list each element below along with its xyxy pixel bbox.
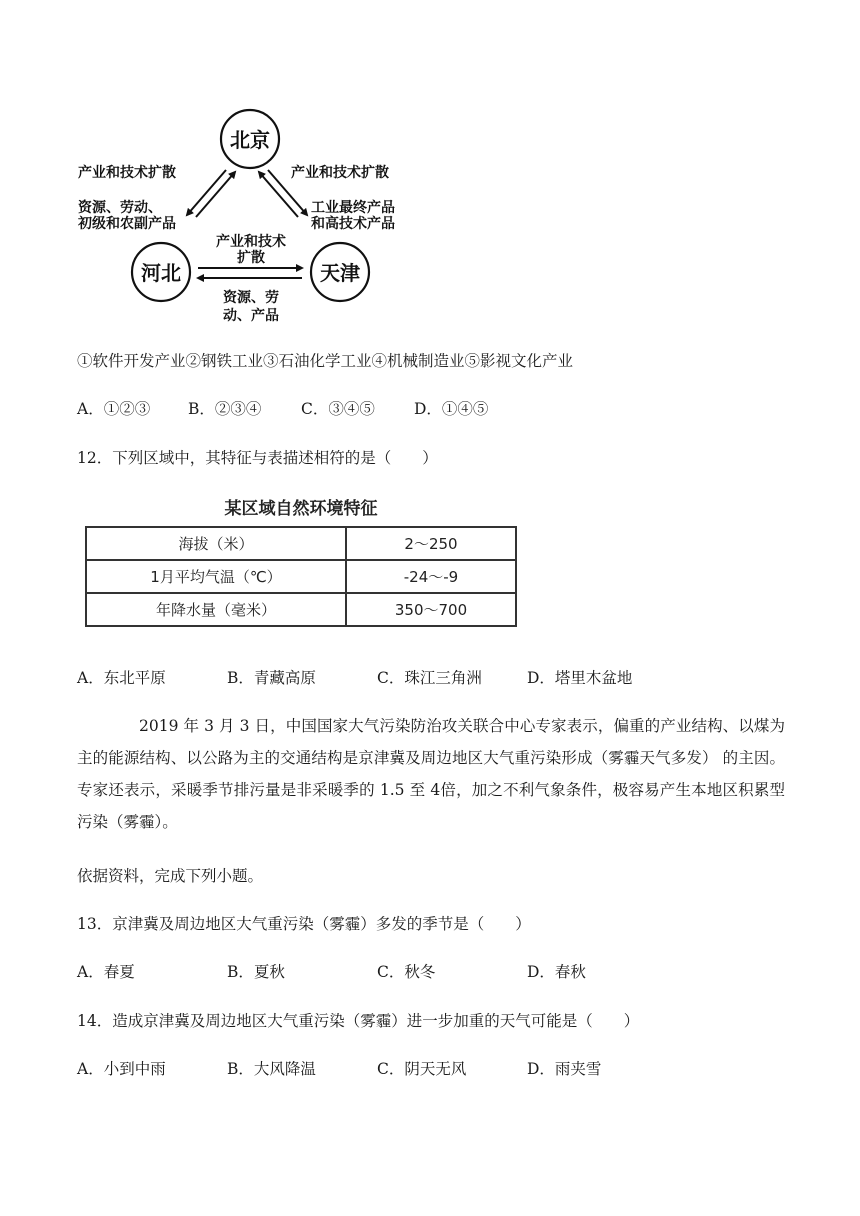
q11-option-a: A．①②③ <box>77 400 151 418</box>
q14-option-d: D．雨夹雪 <box>527 1060 602 1078</box>
label-left-top: 产业和技术扩散 <box>78 165 176 181</box>
label-middle-bottom-2: 动、产品 <box>223 308 279 324</box>
table-row <box>86 560 516 593</box>
beijing-label: 北京 <box>230 128 270 152</box>
tianjin-label: 天津 <box>320 261 360 285</box>
q11-option-c: C．③④⑤ <box>301 400 375 418</box>
table-row <box>86 527 516 560</box>
table-cell: 350～700 <box>346 593 516 626</box>
regional-flow-diagram <box>70 100 420 330</box>
q13-option-c: C．秋冬 <box>377 963 436 981</box>
q12-option-a: A．东北平原 <box>77 669 166 687</box>
q11-option-d: D．①④⑤ <box>414 400 489 418</box>
arrow-beijing-to-hebei <box>187 170 226 215</box>
q13-option-d: D．春秋 <box>527 963 586 981</box>
label-left-bottom-1: 资源、劳动、 <box>78 200 162 216</box>
table-title: 某区域自然环境特征 <box>224 499 378 519</box>
q12-option-b: B．青藏高原 <box>227 669 316 687</box>
q12-stem: 12．下列区域中，其特征与表描述相符的是（ ） <box>77 449 438 467</box>
hebei-label: 河北 <box>141 261 181 285</box>
label-left-bottom-2: 初级和农副产品 <box>78 216 176 232</box>
q14-option-b: B．大风降温 <box>227 1060 316 1078</box>
q13-option-b: B．夏秋 <box>227 963 285 981</box>
q11-option-b: B．②③④ <box>188 400 262 418</box>
label-right-bottom-1: 工业最终产品 <box>311 200 395 216</box>
q11-items: ①软件开发产业②钢铁工业③石油化学工业④机械制造业⑤影视文化产业 <box>77 352 574 370</box>
q14-option-c: C．阴天无风 <box>377 1060 467 1078</box>
label-middle-top-1: 产业和技术 <box>216 234 286 250</box>
table-cell: 2～250 <box>346 527 516 560</box>
q13-option-a: A．春夏 <box>77 963 135 981</box>
material-text: 2019 年 3 月 3 日，中国国家大气污染防治攻关联合中心专家表示，偏重的产业结构、以煤为主的能源结构、以公路为主的交通结构是京津冀及周边地区大气重污染形成（雾霾天气多发） 的主因。专家还表示，采暖季节排污量是非采暖季的 1.5 至 4倍，加之不利气象条件，极容易产生本地区积累型污染（雾霾）。 <box>77 717 785 831</box>
label-middle-bottom-1: 资源、劳 <box>223 290 279 306</box>
table-cell: 1月平均气温（℃） <box>86 560 346 593</box>
material-instruction: 依据资料，完成下列小题。 <box>77 867 264 885</box>
environment-table <box>85 526 517 627</box>
q12-option-d: D．塔里木盆地 <box>527 669 633 687</box>
q12-option-c: C．珠江三角洲 <box>377 669 482 687</box>
material-paragraph <box>77 710 785 838</box>
q13-stem: 13．京津冀及周边地区大气重污染（雾霾）多发的季节是（ ） <box>77 915 531 933</box>
table-cell: 海拔（米） <box>86 527 346 560</box>
label-right-bottom-2: 和高技术产品 <box>311 216 395 232</box>
q14-option-a: A．小到中雨 <box>77 1060 166 1078</box>
arrow-hebei-to-beijing <box>196 172 235 217</box>
table-cell: -24～-9 <box>346 560 516 593</box>
q14-stem: 14．造成京津冀及周边地区大气重污染（雾霾）进一步加重的天气可能是（ ） <box>77 1012 640 1030</box>
label-middle-top-2: 扩散 <box>237 250 265 266</box>
table-cell: 年降水量（毫米） <box>86 593 346 626</box>
table-row <box>86 593 516 626</box>
label-right-top: 产业和技术扩散 <box>291 165 389 181</box>
